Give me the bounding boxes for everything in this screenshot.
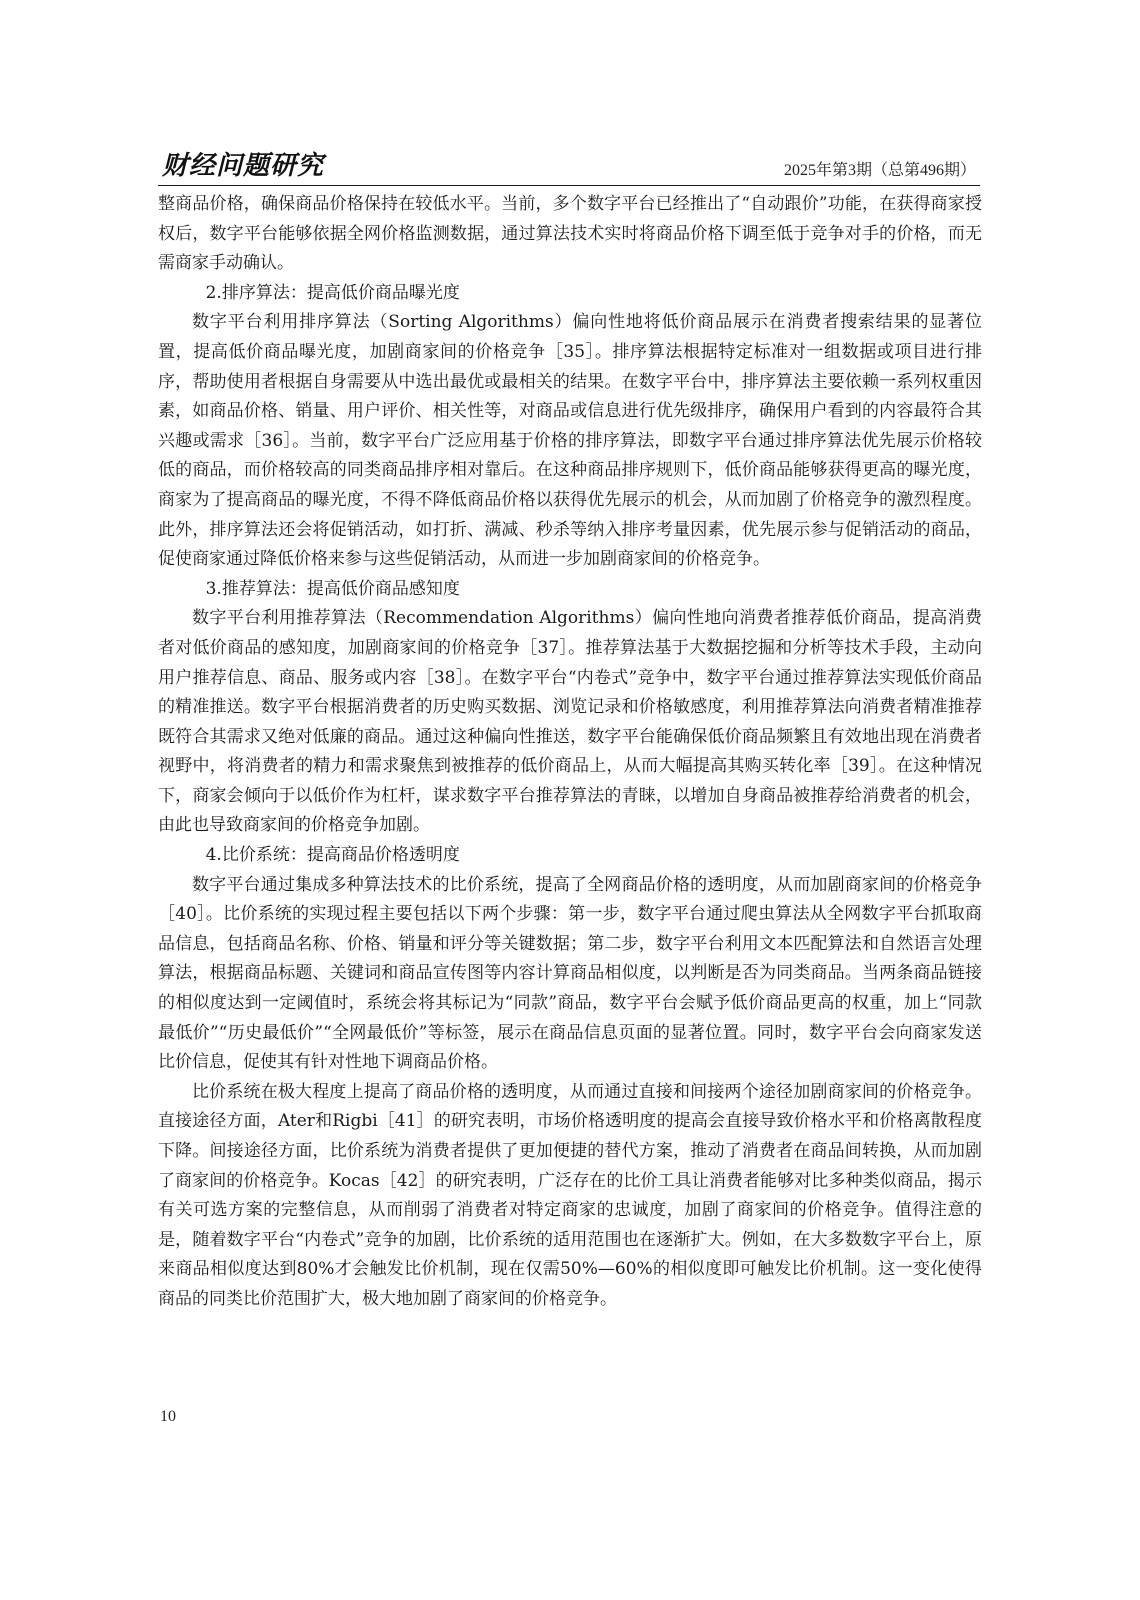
section-heading: 2.排序算法：提高低价商品曝光度 bbox=[205, 282, 460, 303]
paragraph: 数字平台通过集成多种算法技术的比价系统，提高了全网商品价格的透明度，从而加剧商家间的价格竞争［40］。比价系统的实现过程主要包括以下两个步骤：第一步，数字平台通过爬虫算法从全网数字平台抓取商品信息，包括商品名称、价格、销量和评分等关键数据；第二步，数字平台利用文本匹配算法和自然语言处理算法，根据商品标题、关键词和商品宣传图等内容计算商品相似度，以判断是否为同类商品。当两条商品链接的相似度达到一定阈值时，系统会将其标记为“同款”商品，数字平台会赋予低价商品更高的权重，加上“同款最低价”“历史最低价”“全网最低价”等标签，展示在商品信息页面的显著位置。同时，数字平台会向商家发送比价信息，促使其有针对性地下调商品价格。 bbox=[158, 874, 982, 1073]
paragraph: 整商品价格，确保商品价格保持在较低水平。当前，多个数字平台已经推出了“自动跟价”功能，在获得商家授权后，数字平台能够依据全网价格监测数据，通过算法技术实时将商品价格下调至低于竞争对手的价格，而无需商家手动确认。 bbox=[158, 194, 982, 274]
paragraph: 比价系统在极大程度上提高了商品价格的透明度，从而通过直接和间接两个途径加剧商家间的价格竞争。直接途径方面，Ater和Rigbi［41］的研究表明，市场价格透明度的提高会直接导致价格水平和价格离散程度下降。间接途径方面，比价系统为消费者提供了更加便捷的替代方案，推动了消费者在商品间转换，从而加剧了商家间的价格竞争。Kocas［42］的研究表明，广泛存在的比价工具让消费者能够对比多种类似商品，揭示有关可选方案的完整信息，从而削弱了消费者对特定商家的忠诚度，加剧了商家间的价格竞争。值得注意的是，随着数字平台“内卷式”竞争的加剧，比价系统的适用范围也在逐渐扩大。例如，在大多数数字平台上，原来商品相似度达到80%才会触发比价机制，现在仅需50%—60%的相似度即可触发比价机制。这一变化使得商品的同类比价范围扩大，极大地加剧了商家间的价格竞争。 bbox=[158, 1081, 982, 1309]
paragraph: 数字平台利用排序算法（Sorting Algorithms）偏向性地将低价商品展示在消费者搜索结果的显著位置，提高低价商品曝光度，加剧商家间的价格竞争［35］。排序算法根据特定标准对一组数据或项目进行排序，帮助使用者根据自身需要从中选出最优或最相关的结果。在数字平台中，排序算法主要依赖一系列权重因素，如商品价格、销量、用户评价、相关性等，对商品或信息进行优先级排序，确保用户看到的内容最符合其兴趣或需求［36］。当前，数字平台广泛应用基于价格的排序算法，即数字平台通过排序算法优先展示价格较低的商品，而价格较高的同类商品排序相对靠后。在这种商品排序规则下，低价商品能够获得更高的曝光度，商家为了提高商品的曝光度，不得不降低商品价格以获得优先展示的机会，从而加剧了价格竞争的激烈程度。此外，排序算法还会将促销活动，如打折、满减、秒杀等纳入排序考量因素，优先展示参与促销活动的商品，促使商家通过降低价格来参与这些促销活动，从而进一步加剧商家间的价格竞争。 bbox=[158, 312, 982, 570]
paragraph: 数字平台利用推荐算法（Recommendation Algorithms）偏向性地向消费者推荐低价商品，提高消费者对低价商品的感知度，加剧商家间的价格竞争［37］。推荐算法基于大数据挖掘和分析等技术手段，主动向用户推荐信息、商品、服务或内容［38］。在数字平台“内卷式”竞争中，数字平台通过推荐算法实现低价商品的精准推送。数字平台根据消费者的历史购买数据、浏览记录和价格敏感度，利用推荐算法向消费者精准推荐既符合其需求又绝对低廉的商品。通过这种偏向性推送，数字平台能确保低价商品频繁且有效地出现在消费者视野中，将消费者的精力和需求聚焦到被推荐的低价商品上，从而大幅提高其购买转化率［39］。在这种情况下，商家会倾向于以低价作为杠杆，谋求数字平台推荐算法的青睐，以增加自身商品被推荐给消费者的机会，由此也导致商家间的价格竞争加剧。 bbox=[158, 608, 982, 836]
section-heading: 4.比价系统：提高商品价格透明度 bbox=[205, 845, 460, 866]
article-body bbox=[158, 190, 982, 1315]
issue-number: 2025年第3期（总第496期） bbox=[783, 162, 976, 179]
section-heading: 3.推荐算法：提高低价商品感知度 bbox=[205, 578, 460, 599]
journal-logo: 财经问题研究 bbox=[162, 151, 325, 181]
running-header bbox=[158, 143, 980, 186]
page-number: 10 bbox=[160, 1408, 176, 1425]
